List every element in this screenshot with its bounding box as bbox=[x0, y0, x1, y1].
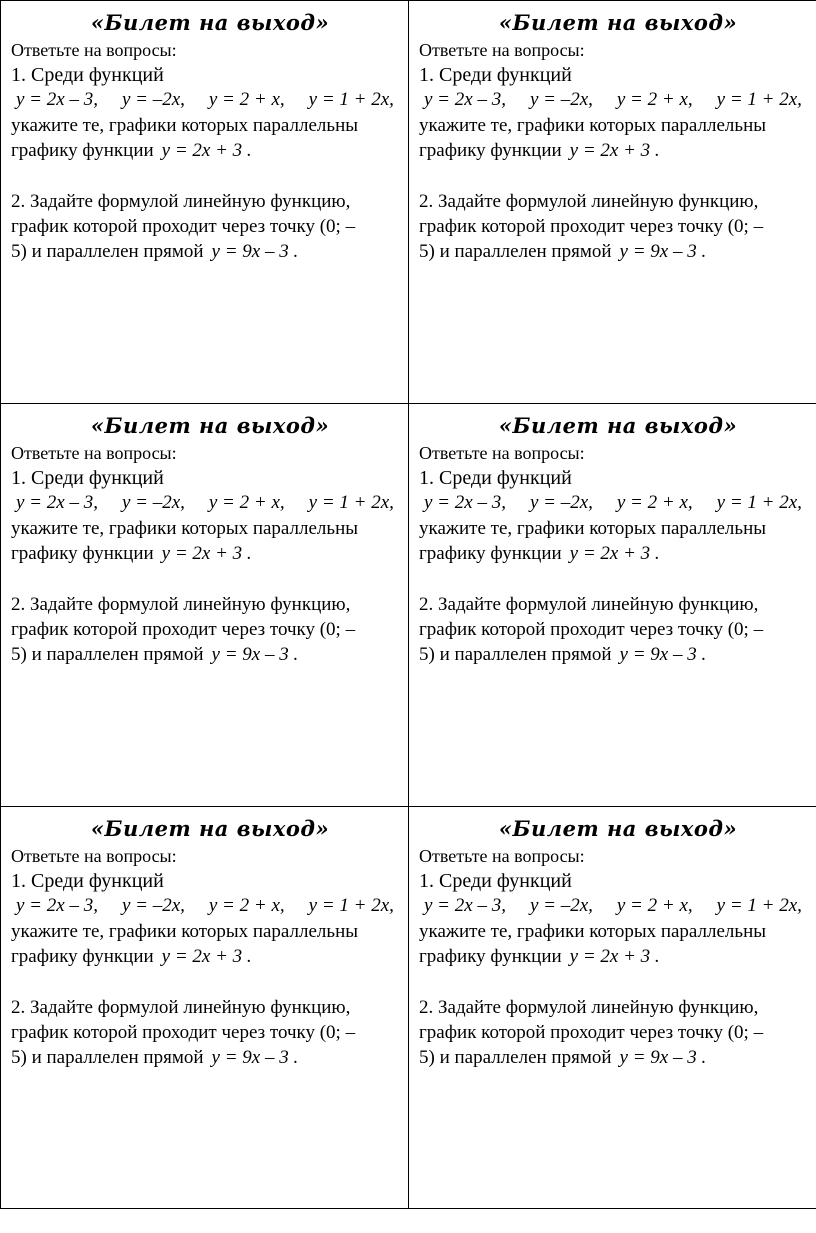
question-2-formula: y = 9x – 3 . bbox=[619, 241, 707, 262]
question-2-text-line-2: график которой проходит через точку (0; – bbox=[419, 619, 764, 640]
function-2: y = –2x, bbox=[529, 492, 593, 513]
ticket-title: «Билет на выход» bbox=[90, 10, 330, 35]
question-1-formula: y = 2x + 3 . bbox=[161, 140, 252, 161]
function-2: y = –2x, bbox=[121, 89, 185, 110]
function-1: y = 2x – 3, bbox=[424, 89, 506, 110]
function-1: y = 2x – 3, bbox=[16, 492, 98, 513]
question-1-text-prefix: графику функции bbox=[11, 543, 154, 564]
question-2-text-line-3 bbox=[11, 1045, 409, 1070]
question-2-formula: y = 9x – 3 . bbox=[619, 1047, 707, 1068]
question-2-text-prefix: 5) и параллелен прямой bbox=[419, 644, 612, 665]
ticket-intro: Ответьте на вопросы: bbox=[419, 443, 585, 463]
ticket-card-row-3-left bbox=[1, 807, 409, 1210]
spacer bbox=[419, 969, 816, 995]
ticket-card-row-3-right bbox=[409, 807, 816, 1210]
question-2-formula: y = 9x – 3 . bbox=[211, 644, 299, 665]
question-1-text-line-2 bbox=[419, 138, 816, 163]
function-list bbox=[419, 87, 816, 113]
function-list bbox=[419, 490, 816, 516]
question-1-text-line-2 bbox=[419, 541, 816, 566]
ticket-title: «Билет на выход» bbox=[90, 413, 330, 438]
question-2-text-line-1: 2. Задайте формулой линейную функцию, bbox=[419, 997, 759, 1018]
question-2-text-line-3 bbox=[419, 642, 816, 667]
question-1-text-line-1: укажите те, графики которых параллельны bbox=[419, 921, 767, 942]
question-1-text-prefix: графику функции bbox=[419, 140, 562, 161]
question-1-heading: 1. Среди функций bbox=[419, 467, 572, 489]
question-1-text-prefix: графику функции bbox=[11, 140, 154, 161]
ticket-title: «Билет на выход» bbox=[498, 10, 738, 35]
function-3: y = 2 + x, bbox=[616, 89, 693, 110]
question-1-formula: y = 2x + 3 . bbox=[569, 140, 660, 161]
function-2: y = –2x, bbox=[121, 492, 185, 513]
question-2-formula: y = 9x – 3 . bbox=[211, 1047, 299, 1068]
spacer bbox=[11, 969, 409, 995]
question-1-text-line-2 bbox=[11, 138, 409, 163]
question-2-text-line-1: 2. Задайте формулой линейную функцию, bbox=[11, 594, 351, 615]
question-2-text-line-2: график которой проходит через точку (0; – bbox=[11, 619, 356, 640]
question-2-text-line-1: 2. Задайте формулой линейную функцию, bbox=[11, 997, 351, 1018]
question-2-text-prefix: 5) и параллелен прямой bbox=[419, 241, 612, 262]
spacer bbox=[11, 566, 409, 592]
question-1-formula: y = 2x + 3 . bbox=[161, 946, 252, 967]
ticket-intro: Ответьте на вопросы: bbox=[419, 40, 585, 60]
question-2-text-line-2: график которой проходит через точку (0; – bbox=[11, 1022, 356, 1043]
function-4: y = 1 + 2x, bbox=[308, 895, 394, 916]
spacer bbox=[11, 163, 409, 189]
question-1-heading: 1. Среди функций bbox=[11, 467, 164, 489]
question-1-text-line-1: укажите те, графики которых параллельны bbox=[419, 518, 767, 539]
spacer bbox=[419, 163, 816, 189]
question-2-text-line-3 bbox=[11, 239, 409, 264]
function-4: y = 1 + 2x, bbox=[716, 492, 802, 513]
question-1-heading: 1. Среди функций bbox=[419, 870, 572, 892]
function-4: y = 1 + 2x, bbox=[716, 89, 802, 110]
question-2-text-line-3 bbox=[11, 642, 409, 667]
question-2-text-line-1: 2. Задайте формулой линейную функцию, bbox=[419, 191, 759, 212]
question-2-text-line-3 bbox=[419, 1045, 816, 1070]
function-list bbox=[11, 490, 409, 516]
function-1: y = 2x – 3, bbox=[16, 89, 98, 110]
ticket-intro: Ответьте на вопросы: bbox=[11, 846, 177, 866]
question-1-formula: y = 2x + 3 . bbox=[161, 543, 252, 564]
question-1-text-line-1: укажите те, графики которых параллельны bbox=[11, 921, 359, 942]
question-1-text-line-2 bbox=[11, 944, 409, 969]
question-2-text-line-2: график которой проходит через точку (0; – bbox=[11, 216, 356, 237]
ticket-card-row-1-right bbox=[409, 1, 816, 404]
question-1-text-prefix: графику функции bbox=[419, 543, 562, 564]
question-2-text-line-2: график которой проходит через точку (0; – bbox=[419, 1022, 764, 1043]
function-1: y = 2x – 3, bbox=[16, 895, 98, 916]
ticket-intro: Ответьте на вопросы: bbox=[11, 443, 177, 463]
question-1-heading: 1. Среди функций bbox=[11, 870, 164, 892]
question-1-text-line-2 bbox=[419, 944, 816, 969]
function-3: y = 2 + x, bbox=[208, 89, 285, 110]
function-3: y = 2 + x, bbox=[208, 492, 285, 513]
ticket-title: «Билет на выход» bbox=[90, 816, 330, 841]
function-4: y = 1 + 2x, bbox=[308, 89, 394, 110]
function-2: y = –2x, bbox=[529, 89, 593, 110]
function-list bbox=[11, 893, 409, 919]
question-1-text-line-1: укажите те, графики которых параллельны bbox=[419, 115, 767, 136]
question-2-text-prefix: 5) и параллелен прямой bbox=[11, 1047, 204, 1068]
ticket-intro: Ответьте на вопросы: bbox=[419, 846, 585, 866]
question-1-formula: y = 2x + 3 . bbox=[569, 946, 660, 967]
question-1-heading: 1. Среди функций bbox=[419, 64, 572, 86]
function-2: y = –2x, bbox=[529, 895, 593, 916]
ticket-intro: Ответьте на вопросы: bbox=[11, 40, 177, 60]
ticket-card-row-2-left bbox=[1, 404, 409, 807]
function-1: y = 2x – 3, bbox=[424, 895, 506, 916]
function-1: y = 2x – 3, bbox=[424, 492, 506, 513]
function-list bbox=[419, 893, 816, 919]
question-2-text-prefix: 5) и параллелен прямой bbox=[11, 241, 204, 262]
function-4: y = 1 + 2x, bbox=[308, 492, 394, 513]
ticket-card-row-2-right bbox=[409, 404, 816, 807]
spacer bbox=[419, 566, 816, 592]
question-1-text-line-2 bbox=[11, 541, 409, 566]
question-1-text-prefix: графику функции bbox=[11, 946, 154, 967]
question-2-text-prefix: 5) и параллелен прямой bbox=[11, 644, 204, 665]
question-1-heading: 1. Среди функций bbox=[11, 64, 164, 86]
question-2-text-line-3 bbox=[419, 239, 816, 264]
question-1-text-line-1: укажите те, графики которых параллельны bbox=[11, 518, 359, 539]
question-2-text-line-2: график которой проходит через точку (0; – bbox=[419, 216, 764, 237]
ticket-title: «Билет на выход» bbox=[498, 413, 738, 438]
question-2-formula: y = 9x – 3 . bbox=[619, 644, 707, 665]
question-2-text-line-1: 2. Задайте формулой линейную функцию, bbox=[419, 594, 759, 615]
question-1-text-line-1: укажите те, графики которых параллельны bbox=[11, 115, 359, 136]
function-3: y = 2 + x, bbox=[616, 895, 693, 916]
question-1-formula: y = 2x + 3 . bbox=[569, 543, 660, 564]
function-2: y = –2x, bbox=[121, 895, 185, 916]
question-2-text-line-1: 2. Задайте формулой линейную функцию, bbox=[11, 191, 351, 212]
function-3: y = 2 + x, bbox=[208, 895, 285, 916]
function-3: y = 2 + x, bbox=[616, 492, 693, 513]
question-1-text-prefix: графику функции bbox=[419, 946, 562, 967]
function-4: y = 1 + 2x, bbox=[716, 895, 802, 916]
ticket-card-row-1-left bbox=[1, 1, 409, 404]
ticket-title: «Билет на выход» bbox=[498, 816, 738, 841]
question-2-formula: y = 9x – 3 . bbox=[211, 241, 299, 262]
function-list bbox=[11, 87, 409, 113]
question-2-text-prefix: 5) и параллелен прямой bbox=[419, 1047, 612, 1068]
